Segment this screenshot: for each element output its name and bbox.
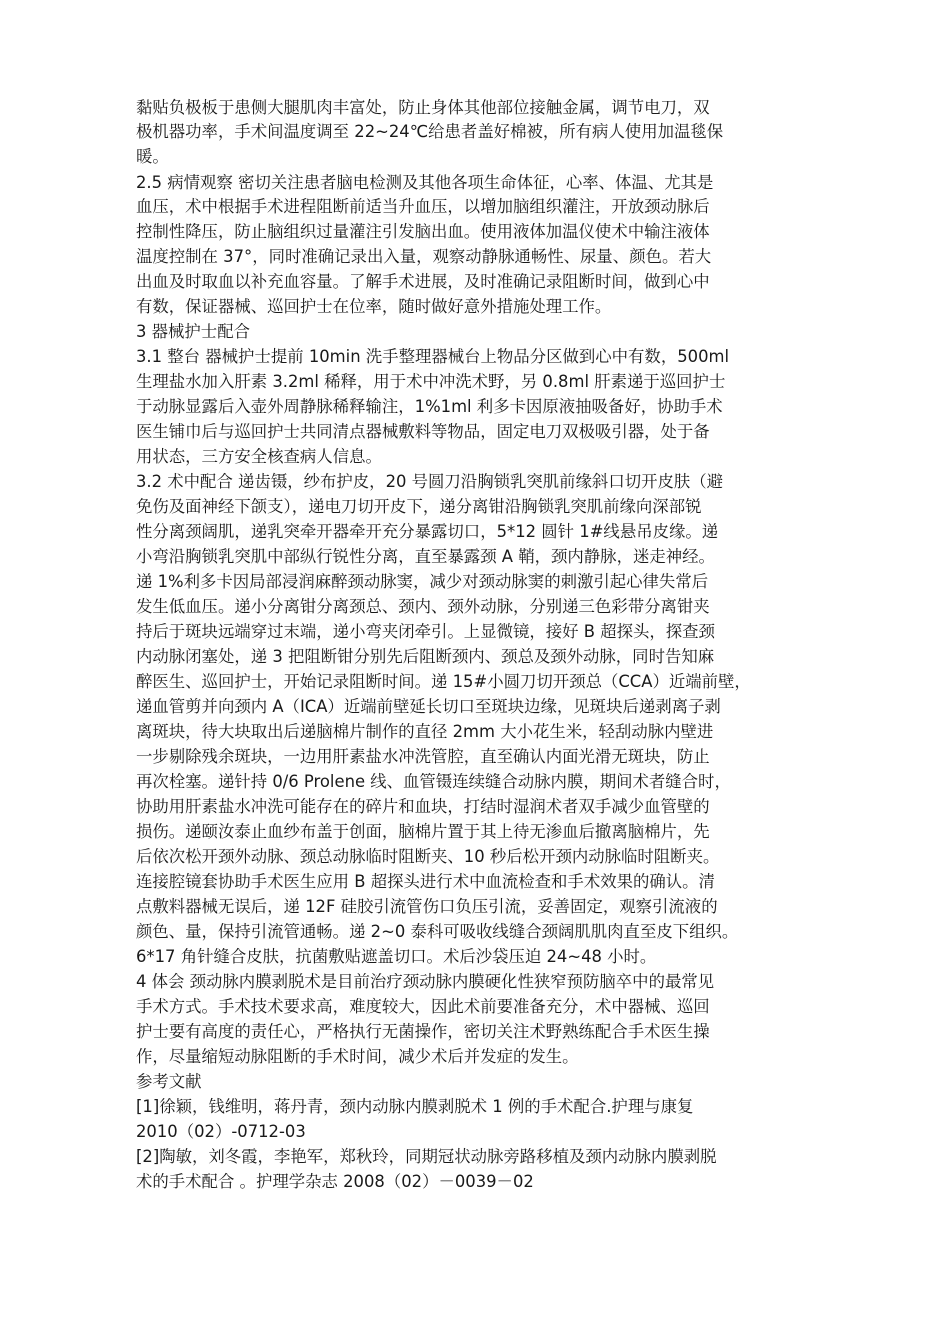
reference-1: [1]徐颖，钱维明，蒋丹青，颈内动脉内膜剥脱术 1 例的手术配合.护理与康复 xyxy=(136,1097,694,1116)
text-line: 血压，术中根据手术进程阻断前适当升血压，以增加脑组织灌注，开放颈动脉后 xyxy=(136,197,710,216)
text-line: 内动脉闭塞处，递 3 把阻断钳分别先后阻断颈内、颈总及颈外动脉，同时告知麻 xyxy=(136,647,715,666)
text-line: 生理盐水加入肝素 3.2ml 稀释，用于术中冲洗术野，另 0.8ml 肝素递于巡回护士 xyxy=(136,372,726,391)
text-line: 性分离颈阔肌，递乳突牵开器牵开充分暴露切口，5*12 圆针 1#线悬吊皮缘。递 xyxy=(136,522,719,541)
text-line: 作，尽量缩短动脉阻断的手术时间，减少术后并发症的发生。 xyxy=(136,1047,579,1066)
text-line: 再次栓塞。递针持 0/6 Prolene 线、血管镊连续缝合动脉内膜，期间术者缝合时， xyxy=(136,772,731,791)
reference-1-cont: 2010（02）-0712-03 xyxy=(136,1122,306,1141)
text-line: 6*17 角针缝合皮肤，抗菌敷贴遮盖切口。术后沙袋压迫 24~48 小时。 xyxy=(136,947,657,966)
text-line: 醉医生、巡回护士，开始记录阻断时间。递 15#小圆刀切开颈总（CCA）近端前壁， xyxy=(136,672,751,691)
references-heading: 参考文献 xyxy=(136,1072,202,1091)
section-heading-4: 4 体会 颈动脉内膜剥脱术是目前治疗颈动脉内膜硬化性狭窄预防脑卒中的最常见 xyxy=(136,972,715,991)
text-line: 发生低血压。递小分离钳分离颈总、颈内、颈外动脉，分别递三色彩带分离钳夹 xyxy=(136,597,710,616)
text-line: 离斑块，待大块取出后递脑棉片制作的直径 2mm 大小花生米，轻刮动脉内壁进 xyxy=(136,722,714,741)
reference-2-cont: 术的手术配合 。护理学杂志 2008（02）－0039－02 xyxy=(136,1172,534,1191)
text-line: 极机器功率，手术间温度调至 22~24℃给患者盖好棉被，所有病人使用加温毯保 xyxy=(136,122,724,141)
text-line: 护士要有高度的责任心，严格执行无菌操作，密切关注术野熟练配合手术医生操 xyxy=(136,1022,710,1041)
section-heading-3-2: 3.2 术中配合 递齿镊，纱布护皮，20 号圆刀沿胸锁乳突肌前缘斜口切开皮肤（避 xyxy=(136,472,724,491)
section-heading-3: 3 器械护士配合 xyxy=(136,322,250,341)
text-line: 温度控制在 37°，同时准确记录出入量，观察动静脉通畅性、尿量、颜色。若大 xyxy=(136,247,712,266)
text-line: 递血管剪并向颈内 A（ICA）近端前壁延长切口至斑块边缘，见斑块后递剥离子剥 xyxy=(136,697,721,716)
text-line: 免伤及面神经下颌支），递电刀切开皮下，递分离钳沿胸锁乳突肌前缘向深部锐 xyxy=(136,497,702,516)
text-line: 点敷料器械无误后，递 12F 硅胶引流管伤口负压引流，妥善固定，观察引流液的 xyxy=(136,897,718,916)
section-heading-3-1: 3.1 整台 器械护士提前 10min 洗手整理器械台上物品分区做到心中有数，500ml xyxy=(136,347,730,366)
text-line: 协助用肝素盐水冲洗可能存在的碎片和血块，打结时湿润术者双手减少血管壁的 xyxy=(136,797,710,816)
text-line: 黏贴负极板于患侧大腿肌肉丰富处，防止身体其他部位接触金属，调节电刀，双 xyxy=(136,98,710,117)
text-line: 于动脉显露后入壶外周静脉稀释输注，1%1ml 利多卡因原液抽吸备好，协助手术 xyxy=(136,397,723,416)
text-line: 损伤。递颐汝泰止血纱布盖于创面，脑棉片置于其上待无渗血后撤离脑棉片，先 xyxy=(136,822,710,841)
text-line: 有数，保证器械、巡回护士在位率，随时做好意外措施处理工作。 xyxy=(136,297,612,316)
text-line: 连接腔镜套协助手术医生应用 B 超探头进行术中血流检查和手术效果的确认。清 xyxy=(136,872,715,891)
text-line: 医生铺巾后与巡回护士共同清点器械敷料等物品，固定电刀双极吸引器，处于备 xyxy=(136,422,710,441)
text-line: 持后于斑块远端穿过末端，递小弯夹闭牵引。上显微镜，接好 B 超探头，探查颈 xyxy=(136,622,715,641)
text-line: 出血及时取血以补充血容量。了解手术进展，及时准确记录阻断时间，做到心中 xyxy=(136,272,710,291)
text-line: 一步剔除残余斑块，一边用肝素盐水冲洗管腔，直至确认内面光滑无斑块，防止 xyxy=(136,747,710,766)
text-line: 手术方式。手术技术要求高，难度较大，因此术前要准备充分，术中器械、巡回 xyxy=(136,997,710,1016)
text-line: 控制性降压，防止脑组织过量灌注引发脑出血。使用液体加温仪使术中输注液体 xyxy=(136,222,710,241)
text-line: 小弯沿胸锁乳突肌中部纵行锐性分离，直至暴露颈 A 鞘，颈内静脉，迷走神经。 xyxy=(136,547,715,566)
text-line: 后依次松开颈外动脉、颈总动脉临时阻断夹、10 秒后松开颈内动脉临时阻断夹。 xyxy=(136,847,720,866)
text-line: 暖。 xyxy=(136,147,169,166)
text-line: 用状态，三方安全核查病人信息。 xyxy=(136,447,382,466)
reference-2: [2]陶敏，刘冬霞，李艳军，郑秋玲，同期冠状动脉旁路移植及颈内动脉内膜剥脱 xyxy=(136,1147,717,1166)
text-line: 颜色、量，保持引流管通畅。递 2~0 泰科可吸收线缝合颈阔肌肌肉直至皮下组织。 xyxy=(136,922,739,941)
text-line: 递 1%利多卡因局部浸润麻醉颈动脉窦，减少对颈动脉窦的刺激引起心律失常后 xyxy=(136,572,709,591)
section-heading-2-5: 2.5 病情观察 密切关注患者脑电检测及其他各项生命体征，心率、体温、尤其是 xyxy=(136,173,714,192)
